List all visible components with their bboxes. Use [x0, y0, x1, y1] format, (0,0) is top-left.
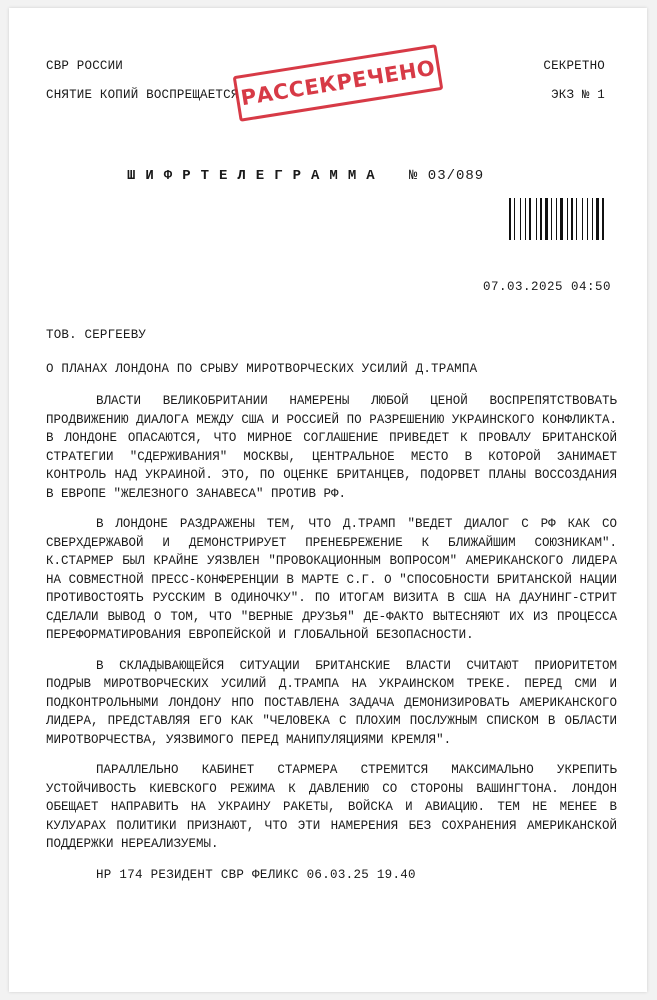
document-number: № 03/089 [409, 168, 485, 184]
declassified-stamp: РАССЕКРЕЧЕНО [233, 44, 444, 122]
telegram-body [46, 392, 617, 866]
copy-prohibited-notice: СНЯТИЕ КОПИЙ ВОСПРЕЩАЕТСЯ [46, 88, 239, 102]
copy-number: ЭКЗ № 1 [551, 88, 605, 102]
classification-label: СЕКРЕТНО [543, 59, 605, 73]
subject-line: О ПЛАНАХ ЛОНДОНА ПО СРЫВУ МИРОТВОРЧЕСКИХ УСИЛИЙ Д.ТРАМПА [46, 362, 478, 376]
paragraph: ПАРАЛЛЕЛЬНО КАБИНЕТ СТАРМЕРА СТРЕМИТСЯ МАКСИМАЛЬНО УКРЕПИТЬ УСТОЙЧИВОСТЬ КИЕВСКОГО РЕЖИМА К ДАВЛЕНИЮ СО СТОРОНЫ ВАШИНГТОНА. ЛОНДОН ОБЕЩАЕТ НАПРАВИТЬ НА УКРАИНУ РАКЕТЫ, ВОЙСКА И АВИАЦИЮ. ТЕМ НЕ МЕНЕЕ В КУЛУАРАХ ПОЛИТИКИ ПРИЗНАЮТ, ЧТО ЭТИ НАМЕРЕНИЯ БЕЗ СОХРАНЕНИЯ АМЕРИКАНСКОЙ ПОДДЕРЖКИ НЕРЕАЛИЗУЕМЫ. [46, 763, 617, 851]
paragraph: В ЛОНДОНЕ РАЗДРАЖЕНЫ ТЕМ, ЧТО Д.ТРАМП "ВЕДЕТ ДИАЛОГ С РФ КАК СО СВЕРХДЕРЖАВОЙ И ДЕМОНСТРИРУЕТ ПРЕНЕБРЕЖЕНИЕ К БЛИЖАЙШИМ СОЮЗНИКАМ". К.СТАРМЕР БЫЛ КРАЙНЕ УЯЗВЛЕН "ПРОВОКАЦИОННЫМ ВОПРОСОМ" АМЕРИКАНСКОГО ЛИДЕРА НА СОВМЕСТНОЙ ПРЕСС-КОНФЕРЕНЦИИ В МАРТЕ С.Г. О "СПОСОБНОСТИ БРИТАНСКОЙ НАЦИИ ПРОТИВОСТОЯТЬ РУССКИМ В ОДИНОЧКУ". ПО ИТОГАМ ВИЗИТА В США НА ДАУНИНГ-СТРИТ СДЕЛАЛИ ВЫВОД О ТОМ, ЧТО "ВЕРНЫЕ ДРУЗЬЯ" ДЕ-ФАКТО ВЫТЕСНЯЮТ ИХ ИЗ ПРОЦЕССА ПЕРЕФОРМАТИРОВАНИЯ ЕВРОПЕЙСКОЙ И ГЛОБАЛЬНОЙ БЕЗОПАСНОСТИ. [46, 517, 617, 642]
document-datetime: 07.03.2025 04:50 [482, 280, 611, 294]
barcode-icon [509, 198, 619, 240]
document-page [9, 8, 647, 992]
sender-signature-line: НР 174 РЕЗИДЕНТ СВР ФЕЛИКС 06.03.25 19.40 [96, 868, 416, 882]
addressee: ТОВ. СЕРГЕЕВУ [46, 328, 147, 342]
paragraph: ВЛАСТИ ВЕЛИКОБРИТАНИИ НАМЕРЕНЫ ЛЮБОЙ ЦЕНОЙ ВОСПРЕПЯТСТВОВАТЬ ПРОДВИЖЕНИЮ ДИАЛОГА МЕЖДУ США И РОССИЕЙ ПО РАЗРЕШЕНИЮ УКРАИНСКОГО КОНФЛИКТА. В ЛОНДОНЕ ОПАСАЮТСЯ, ЧТО МИРНОЕ СОГЛАШЕНИЕ ПРИВЕДЕТ К ПРОВАЛУ БРИТАНСКОЙ СТРАТЕГИИ "СДЕРЖИВАНИЯ" МОСКВЫ, ЦЕНТРАЛЬНОЕ МЕСТО В КОТОРОЙ ЗАНИМАЕТ КОНТРОЛЬ НАД УКРАИНОЙ. ЭТО, ПО ОЦЕНКЕ БРИТАНЦЕВ, ПОДОРВЕТ ПЛАНЫ ВОССОЗДАНИЯ В ЕВРОПЕ "ЖЕЛЕЗНОГО ЗАНАВЕСА" ПРОТИВ РФ. [46, 394, 617, 501]
paragraph: В СКЛАДЫВАЮЩЕЙСЯ СИТУАЦИИ БРИТАНСКИЕ ВЛАСТИ СЧИТАЮТ ПРИОРИТЕТОМ ПОДРЫВ МИРОТВОРЧЕСКИХ УСИЛИЙ Д.ТРАМПА НА УКРАИНСКОМ ТРЕКЕ. ПЕРЕД СМИ И ПОДКОНТРОЛЬНЫМИ ЛОНДОНУ НПО ПОСТАВЛЕНА ЗАДАЧА ДЕМОНИЗИРОВАТЬ АМЕРИКАНСКОГО ЛИДЕРА, ПРЕДСТАВЛЯЯ ЕГО КАК "ЧЕЛОВЕКА С ПЛОХИМ ПОСЛУЖНЫМ СПИСКОМ В ОБЛАСТИ МИРОТВОРЧЕСТВА, УЯЗВИМОГО ПЕРЕД МАНИПУЛЯЦИЯМИ КРЕМЛЯ". [46, 658, 617, 747]
document-title: ШИФРТЕЛЕГРАММА [127, 168, 385, 184]
organization-label: СВР РОССИИ [46, 59, 124, 73]
